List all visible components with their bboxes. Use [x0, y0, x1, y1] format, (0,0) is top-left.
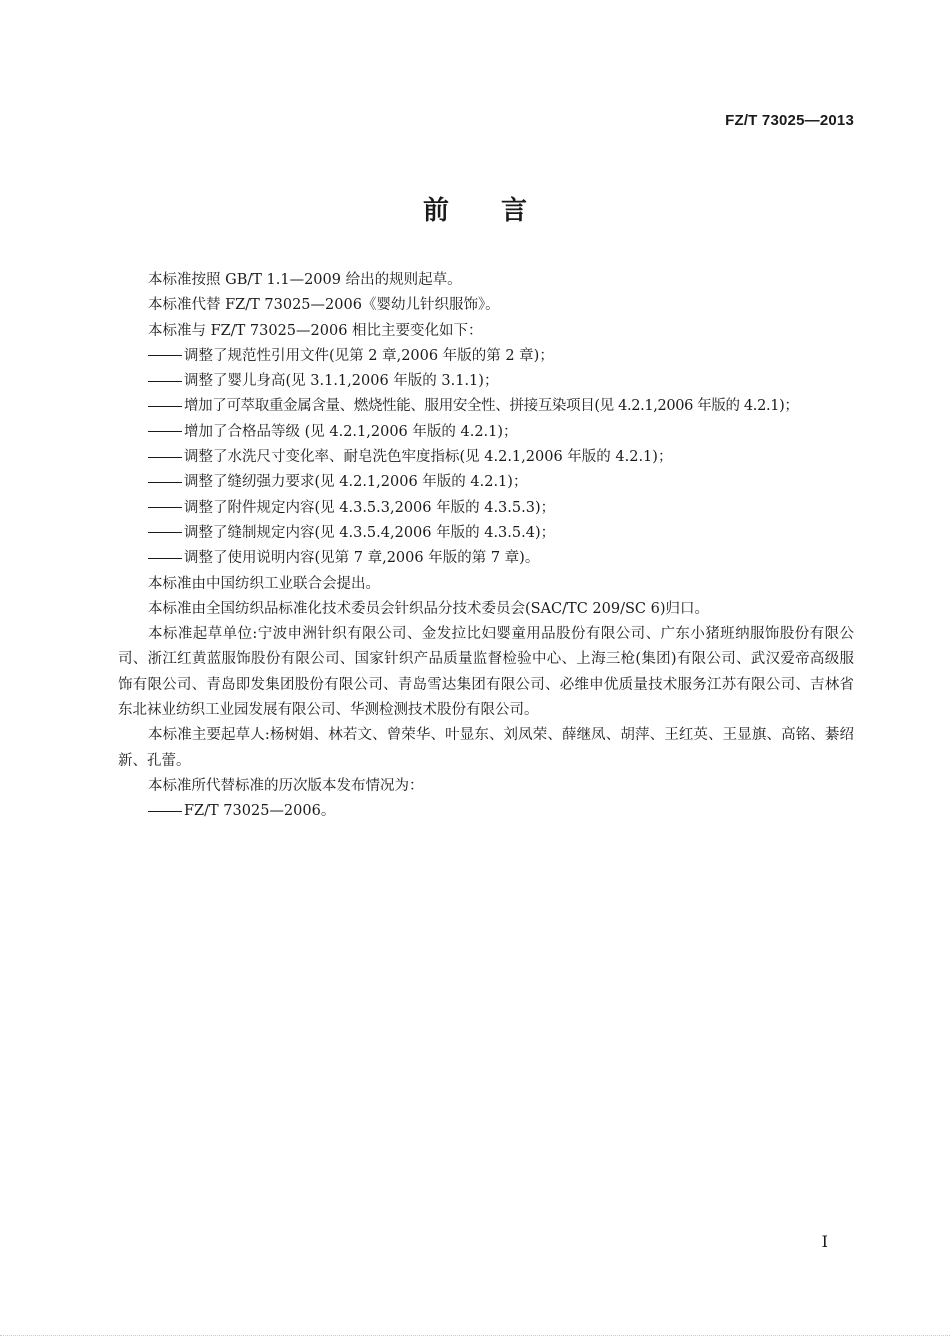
dash-mark: [148, 381, 182, 382]
paragraph-responsible-body: 本标准由全国纺织品标准化技术委员会针织品分技术委员会(SAC/TC 209/SC 6)归口。: [148, 600, 709, 617]
dash-mark: [148, 811, 182, 812]
paragraph-drafters: 本标准主要起草人:杨树娟、林若文、曾荣华、叶显东、刘凤荣、薛继凤、胡萍、王红英、王显旗、高铭、綦绍新、孔蕾。: [118, 727, 854, 769]
dash-mark: [148, 406, 182, 407]
document-body: [118, 268, 854, 825]
change-item: 调整了水洗尺寸变化率、耐皂洗色牢度指标(见 4.2.1,2006 年版的 4.2.1)；: [118, 445, 854, 470]
dash-mark: [148, 558, 182, 559]
history-item: FZ/T 73025—2006。: [118, 799, 854, 824]
dash-mark: [148, 507, 182, 508]
change-item: 增加了合格品等级 (见 4.2.1,2006 年版的 4.2.1)；: [118, 420, 854, 445]
paragraph-history-intro: 本标准所代替标准的历次版本发布情况为：: [148, 777, 424, 794]
dash-mark: [148, 482, 182, 483]
paragraph-drafting-units: 本标准起草单位:宁波申洲针织有限公司、金发拉比妇婴童用品股份有限公司、广东小猪班纳服饰股份有限公司、浙江红黄蓝服饰股份有限公司、国家针织产品质量监督检验中心、上海三枪(集团)有限公司、武汉爱帝高级服饰有限公司、青岛即发集团股份有限公司、青岛雪达集团有限公司、必维申优质量技术服务江苏有限公司、吉林省东北袜业纺织工业园发展有限公司、华测检测技术股份有限公司。: [118, 626, 854, 719]
dash-mark: [148, 355, 182, 356]
scan-edge-rule: [0, 1335, 950, 1336]
change-item: 增加了可萃取重金属含量、燃烧性能、服用安全性、拼接互染项目(见 4.2.1,2006 年版的 4.2.1)；: [118, 394, 854, 419]
change-item: 调整了缝纫强力要求(见 4.2.1,2006 年版的 4.2.1)；: [118, 470, 854, 495]
change-item: 调整了婴儿身高(见 3.1.1,2006 年版的 3.1.1)；: [118, 369, 854, 394]
dash-mark: [148, 532, 182, 533]
standard-code: FZ/T 73025—2013: [725, 112, 854, 129]
change-item: 调整了使用说明内容(见第 7 章,2006 年版的第 7 章)。: [118, 546, 854, 571]
paragraph-drafting-rules: 本标准按照 GB/T 1.1—2009 给出的规则起草。: [148, 272, 462, 288]
change-item: 调整了附件规定内容(见 4.3.5.3,2006 年版的 4.3.5.3)；: [118, 496, 854, 521]
change-item: 调整了缝制规定内容(见 4.3.5.4,2006 年版的 4.3.5.4)；: [118, 521, 854, 546]
change-item: 调整了规范性引用文件(见第 2 章,2006 年版的第 2 章)；: [118, 344, 854, 369]
paragraph-replaces: 本标准代替 FZ/T 73025—2006《婴幼儿针织服饰》。: [148, 297, 500, 314]
dash-mark: [148, 431, 182, 432]
dash-mark: [148, 457, 182, 458]
paragraph-proposer: 本标准由中国纺织工业联合会提出。: [148, 575, 380, 592]
page-title: 前言: [422, 196, 579, 226]
paragraph-changes-intro: 本标准与 FZ/T 73025—2006 相比主要变化如下：: [148, 322, 483, 339]
page-number: I: [821, 1232, 828, 1251]
